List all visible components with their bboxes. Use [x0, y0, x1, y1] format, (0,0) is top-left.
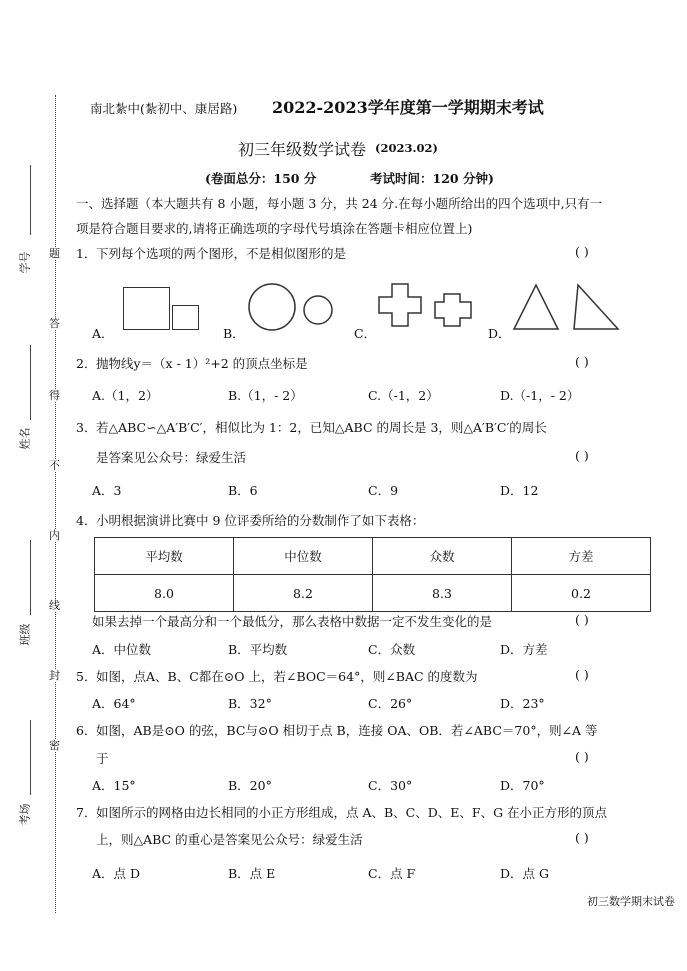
- option-a[interactable]: A．点 D: [92, 866, 141, 881]
- section-heading-cont: 项是符合题目要求的,请将正确选项的字母代号填涂在答题卡相应位置上): [76, 221, 473, 236]
- option-c[interactable]: C．9: [368, 483, 399, 498]
- question-number: 6．: [76, 723, 97, 738]
- answer-parentheses: ( ): [575, 749, 589, 764]
- option-c[interactable]: C．30°: [368, 778, 413, 793]
- name-blank[interactable]: [30, 345, 31, 420]
- option-d[interactable]: D．12: [500, 483, 539, 498]
- option-c[interactable]: C．点 F: [368, 866, 416, 881]
- name-label: 姓名: [18, 427, 32, 450]
- school-name: 南北紮中(紮初中、康居路): [90, 101, 238, 116]
- score-info: (卷面总分：150 分: [205, 171, 317, 186]
- option-b[interactable]: B．32°: [228, 696, 272, 711]
- option-b[interactable]: B.（1，- 2）: [228, 388, 303, 403]
- page-footer: 初三数学期末试卷: [587, 895, 675, 908]
- option-c[interactable]: C．: [354, 326, 377, 341]
- seal-char: 内: [49, 529, 60, 542]
- exam-room-blank[interactable]: [30, 720, 31, 795]
- table-cell: 8.0: [95, 575, 234, 612]
- option-a[interactable]: A.（1，2）: [92, 388, 159, 403]
- small-square-shape: [172, 305, 199, 330]
- class-blank[interactable]: [30, 540, 31, 615]
- option-d[interactable]: D．: [488, 326, 511, 341]
- option-d[interactable]: D．23°: [500, 696, 545, 711]
- question-number: 5．: [76, 669, 97, 684]
- question-number: 2．: [76, 356, 97, 371]
- option-a[interactable]: A．中位数: [92, 642, 152, 657]
- option-a[interactable]: A．3: [92, 483, 122, 498]
- option-a[interactable]: A．: [92, 326, 114, 341]
- student-id-blank[interactable]: [30, 165, 31, 235]
- answer-parentheses: ( ): [575, 244, 589, 259]
- table-header-row: [95, 538, 651, 575]
- question-text: 小明根据演讲比赛中 9 位评委所给的分数制作了如下表格：: [96, 513, 425, 528]
- class-label: 班级: [18, 623, 32, 646]
- two-triangles-shape: [512, 283, 622, 333]
- table-row: [95, 575, 651, 612]
- paper-subtitle: 初三年级数学试卷: [238, 140, 367, 159]
- answer-parentheses: ( ): [575, 448, 589, 463]
- table-header-cell: 中位数: [234, 538, 373, 575]
- table-cell: 8.2: [234, 575, 373, 612]
- option-b[interactable]: B．: [223, 326, 245, 341]
- question-text: 如图，AB是⊙O 的弦，BC与⊙O 相切于点 B，连接 OA、OB．若∠ABC＝70°，则∠A 等: [96, 723, 598, 738]
- option-d[interactable]: D．方差: [500, 642, 548, 657]
- paper-date: (2023.02): [375, 141, 438, 155]
- question-text: 如图，点A、B、C都在⊙O 上，若∠BOC＝64°，则∠BAC 的度数为: [96, 669, 478, 684]
- seal-char: 线: [49, 599, 60, 612]
- table-cell: 8.3: [373, 575, 512, 612]
- option-c[interactable]: C．众数: [368, 642, 416, 657]
- question-text-cont: 上，则△ABC 的重心是答案见公众号：绿爱生活: [96, 832, 363, 847]
- option-b[interactable]: B．点 E: [228, 866, 276, 881]
- time-info: 考试时间：120 分钟): [370, 171, 494, 186]
- option-d[interactable]: D.（-1，- 2）: [500, 388, 580, 403]
- table-header-cell: 众数: [373, 538, 512, 575]
- option-c[interactable]: C.（-1，2）: [368, 388, 439, 403]
- question-text-cont: 如果去掉一个最高分和一个最低分，那么表格中数据一定不发生变化的是: [92, 614, 493, 629]
- section-heading: 一、选择题（本大题共有 8 小题，每小题 3 分，共 24 分.在每小题所给出的四个选项中,只有一: [76, 196, 603, 211]
- question-text: 若△ABC∽△A′B′C′，相似比为 1：2，已知△ABC 的周长是 3，则△A′B′C′的周长: [96, 420, 547, 435]
- two-circles-shape: [247, 283, 337, 333]
- option-d[interactable]: D．点 G: [500, 866, 549, 881]
- seal-char: 密: [49, 739, 60, 752]
- score-table: [94, 537, 651, 612]
- large-square-shape: [123, 287, 170, 330]
- seal-char: 封: [49, 669, 60, 682]
- option-b[interactable]: B．20°: [228, 778, 272, 793]
- question-number: 1．: [76, 246, 97, 261]
- option-a[interactable]: A．15°: [92, 778, 136, 793]
- question-number: 4．: [76, 513, 97, 528]
- seal-char: 答: [49, 317, 60, 330]
- question-text-cont: 于: [96, 751, 109, 766]
- question-number: 3．: [76, 420, 97, 435]
- question-text-cont: 是答案见公众号：绿爱生活: [96, 450, 247, 465]
- table-header-cell: 平均数: [95, 538, 234, 575]
- exam-title: 2022-2023学年度第一学期期末考试: [272, 98, 544, 117]
- table-header-cell: 方差: [512, 538, 651, 575]
- question-text: 抛物线y＝（x - 1）²+2 的顶点坐标是: [96, 356, 308, 371]
- seal-char: 题: [49, 247, 60, 260]
- option-c[interactable]: C．26°: [368, 696, 413, 711]
- answer-parentheses: ( ): [575, 667, 589, 682]
- answer-parentheses: ( ): [575, 354, 589, 369]
- option-b[interactable]: B．平均数: [228, 642, 288, 657]
- option-a[interactable]: A．64°: [92, 696, 136, 711]
- two-crosses-shape: [378, 283, 483, 333]
- student-id-label: 学号: [18, 251, 32, 274]
- option-b[interactable]: B．6: [228, 483, 258, 498]
- question-number: 7．: [76, 805, 97, 820]
- answer-parentheses: ( ): [575, 612, 589, 627]
- seal-char: 不: [49, 459, 60, 472]
- binding-dotted-line: [55, 95, 56, 913]
- seal-char: 得: [49, 389, 60, 402]
- table-cell: 0.2: [512, 575, 651, 612]
- option-d[interactable]: D．70°: [500, 778, 545, 793]
- answer-parentheses: ( ): [575, 830, 589, 845]
- exam-room-label: 考场: [18, 803, 32, 826]
- question-text: 下列每个选项的两个图形，不是相似图形的是: [96, 246, 347, 261]
- question-text: 如图所示的网格由边长相同的小正方形组成，点 A、B、C、D、E、F、G 在小正方形的顶点: [96, 805, 608, 820]
